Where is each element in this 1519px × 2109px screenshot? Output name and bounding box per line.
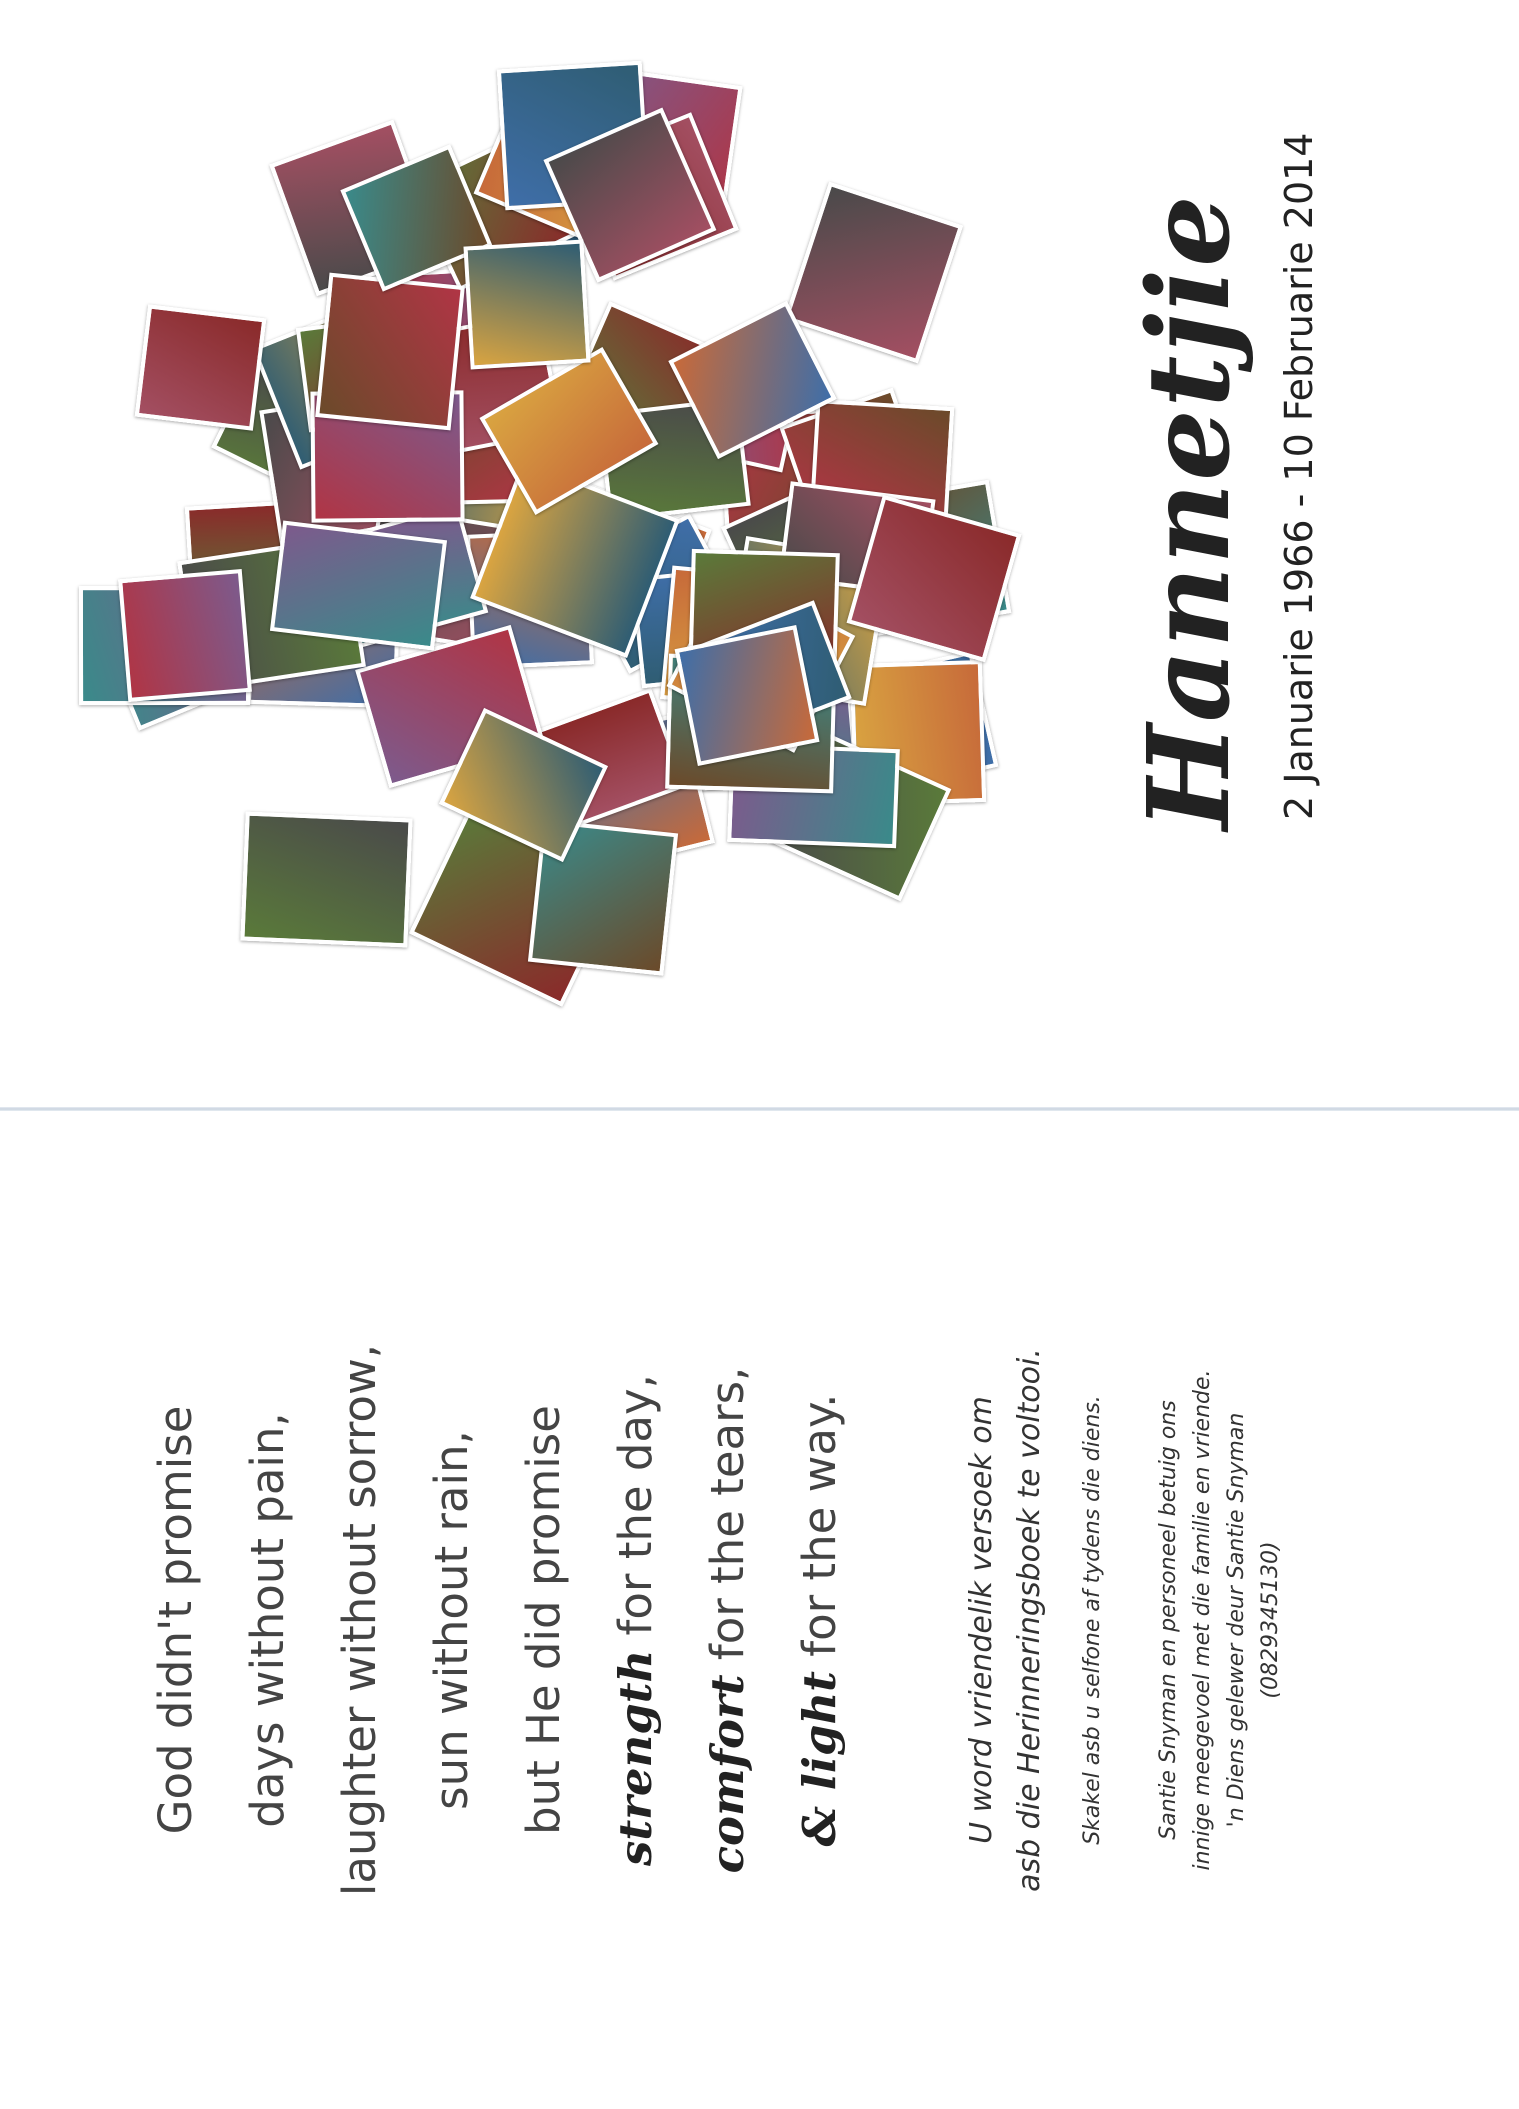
poem-line: strength for the day, bbox=[609, 1374, 662, 1866]
service-provider: 'n Diens gelewer deur Santie Snyman (0829345130) bbox=[1220, 1160, 1288, 2080]
guestbook-request: U word vriendelik versoek om asb die Herinneringsboek te voltooi. bbox=[964, 1348, 1047, 1892]
poem-line: sun without rain, bbox=[425, 1430, 478, 1810]
poem-line: comfort for the tears, bbox=[701, 1366, 754, 1874]
service-phone: (0829345130) bbox=[1258, 1541, 1283, 1699]
collage-photo bbox=[135, 304, 267, 431]
poem bbox=[130, 1160, 846, 2080]
collage-photo bbox=[463, 240, 590, 370]
collage-photo bbox=[784, 181, 963, 363]
poem-emphasis: comfort bbox=[701, 1674, 754, 1874]
phones-off-notice: Skakel asb u selfone af tydens die diens. bbox=[1080, 1395, 1105, 1845]
poem-line: but He did promise bbox=[517, 1405, 570, 1835]
collage-photo bbox=[315, 273, 465, 431]
collage-photo bbox=[270, 520, 447, 650]
collage-photo bbox=[674, 625, 819, 766]
poem-line: God didn't promise bbox=[149, 1405, 202, 1835]
title-block bbox=[1125, 130, 1365, 830]
collage-photo bbox=[118, 569, 252, 702]
photo-collage bbox=[100, 75, 1020, 995]
poem-line: days without pain, bbox=[241, 1412, 294, 1828]
poem-line: laughter without sorrow, bbox=[333, 1343, 386, 1897]
fold-line bbox=[0, 1107, 1519, 1111]
deceased-name: Hannetjie bbox=[1124, 193, 1255, 830]
notes bbox=[958, 1160, 1338, 2080]
poem-emphasis: strength bbox=[609, 1649, 662, 1866]
poem-emphasis: & light bbox=[793, 1671, 846, 1847]
sympathy-message: Santie Snyman en personeel betuig ons innige meegevoel met die familie en vriende. bbox=[1156, 1369, 1215, 1871]
life-dates: 2 Januarie 1966 - 10 Februarie 2014 bbox=[1277, 132, 1321, 820]
collage-photo bbox=[241, 812, 413, 948]
poem-line: & light for the way. bbox=[793, 1393, 846, 1847]
